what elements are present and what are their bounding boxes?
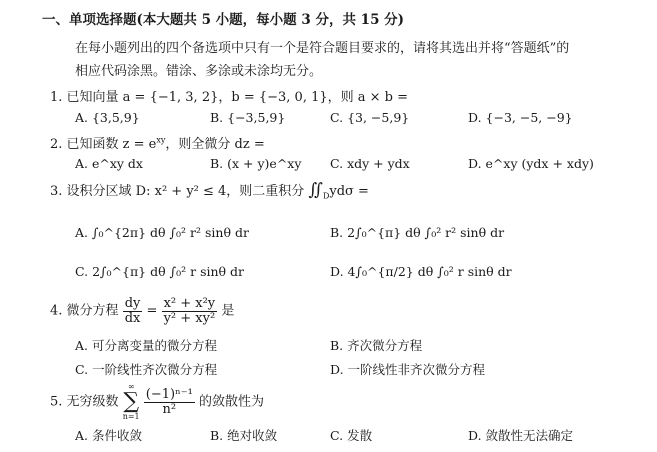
rhs-numerator: x² + x²y: [162, 297, 218, 312]
integral-domain: D: [322, 191, 330, 201]
q3-option-c: C. 2∫₀^{π} dθ ∫₀² r sinθ dr: [75, 264, 245, 279]
sum-upper-limit: ∞: [127, 382, 135, 391]
equals-sign: =: [146, 303, 158, 319]
term-numerator: (−1)ⁿ⁻¹: [145, 386, 193, 402]
question-stem-prefix: 已知函数 z = e: [66, 137, 157, 152]
q2-option-b: B. (x + y)e^xy: [210, 156, 302, 171]
term-denominator: n²: [162, 401, 177, 417]
q4-option-d: D. 一阶线性非齐次微分方程: [330, 362, 486, 377]
double-integral-symbol: ∬: [308, 180, 323, 200]
instruction-line-1: 在每小题列出的四个备选项中只有一个是符合题目要求的，请将其选出并将“答题纸”的: [75, 41, 570, 56]
question-stem: 已知向量 a = {−1, 3, 2}，b = {−3, 0, 1}，则 a × b =: [66, 90, 409, 105]
question-2: [50, 133, 265, 152]
q4-option-c: C. 一阶线性齐次微分方程: [75, 362, 218, 377]
q1-option-d: D. {−3, −5, −9}: [468, 110, 573, 125]
question-stem-sup: xy: [156, 135, 166, 145]
q1-option-b: B. {−3,5,9}: [210, 110, 286, 125]
q5-option-a: A. 条件收敛: [75, 428, 142, 443]
question-number: 3.: [50, 184, 63, 199]
sum-symbol: ∑: [123, 389, 140, 414]
section-title: 一、单项选择题(本大题共 5 小题，每小题 3 分，共 15 分): [42, 12, 405, 28]
rhs-denominator: y² + xy²: [163, 310, 216, 326]
sum-lower-limit: n=1: [122, 412, 140, 421]
q3-option-d: D. 4∫₀^{π/2} dθ ∫₀² r sinθ dr: [330, 264, 512, 279]
question-4: [50, 297, 234, 325]
question-number: 2.: [50, 137, 63, 152]
question-number: 1.: [50, 90, 63, 105]
question-1: [50, 86, 408, 105]
question-stem-suffix: ydσ =: [329, 184, 369, 199]
lhs-denominator: dx: [124, 310, 141, 326]
question-number: 5.: [50, 394, 63, 410]
lhs-numerator: dy: [124, 296, 141, 311]
question-3: [50, 180, 369, 201]
q2-option-d: D. e^xy (ydx + xdy): [468, 156, 594, 171]
q3-option-b: B. 2∫₀^{π} dθ ∫₀² r² sinθ dr: [330, 225, 505, 240]
q1-option-a: A. {3,5,9}: [75, 110, 140, 125]
question-stem-prefix: 设积分区域 D: x² + y² ≤ 4，则二重积分: [66, 184, 305, 199]
question-5: [50, 383, 264, 421]
question-stem-prefix: 微分方程: [66, 303, 119, 319]
q4-option-b: B. 齐次微分方程: [330, 338, 423, 353]
series-term: [144, 388, 195, 416]
lhs-fraction: [123, 297, 143, 325]
question-stem-suffix: 是: [221, 303, 235, 319]
question-stem-suffix: ，则全微分 dz =: [165, 137, 265, 152]
q2-option-c: C. xdy + ydx: [330, 156, 410, 171]
q2-option-a: A. e^xy dx: [75, 156, 143, 171]
question-stem-suffix: 的敛散性为: [198, 394, 264, 410]
q5-option-b: B. 绝对收敛: [210, 428, 278, 443]
q4-option-a: A. 可分离变量的微分方程: [75, 338, 217, 353]
q5-option-d: D. 敛散性无法确定: [468, 428, 574, 443]
rhs-fraction: [162, 297, 218, 325]
q3-option-a: A. ∫₀^{2π} dθ ∫₀² r² sinθ dr: [75, 225, 249, 240]
q1-option-c: C. {3, −5,9}: [330, 110, 410, 125]
q5-option-c: C. 发散: [330, 428, 373, 443]
instruction-line-2: 相应代码涂黑。错涂、多涂或未涂均无分。: [75, 64, 323, 79]
question-stem-prefix: 无穷级数: [66, 394, 119, 410]
question-number: 4.: [50, 303, 63, 319]
summation: [123, 383, 140, 421]
